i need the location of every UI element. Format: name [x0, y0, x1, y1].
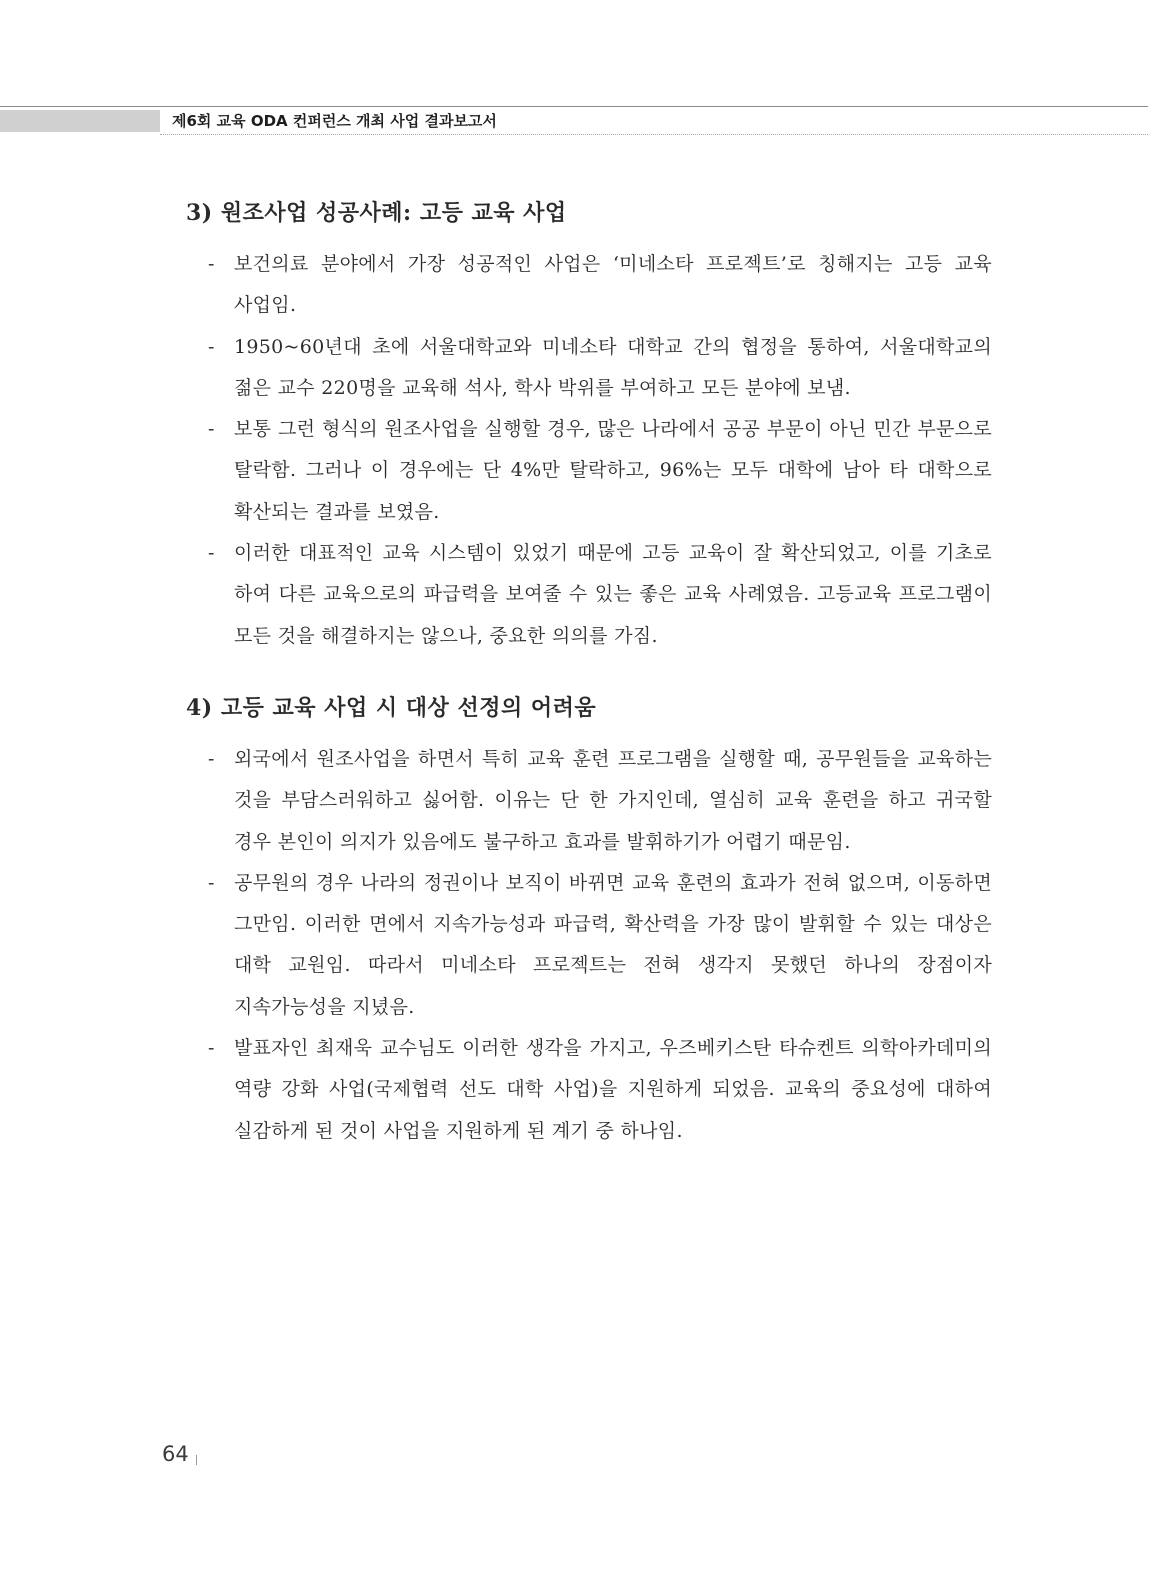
header-top-rule [0, 106, 1148, 107]
bullet-dash: - [208, 542, 215, 565]
section-heading: 3) 원조사업 성공사례: 고등 교육 사업 [186, 200, 567, 226]
bullet-text: 1950~60년대 초에 서울대학교와 미네소타 대학교 간의 협정을 통하여, 서울대학교의 젊은 교수 220명을 교육해 석사, 학사 박위를 부여하고 모든 분야에 보냄. [234, 335, 992, 399]
bullet-item [186, 409, 992, 533]
page-body [186, 196, 992, 1152]
bullet-list [186, 739, 992, 1152]
bullet-item [186, 327, 992, 410]
header-gray-bar [0, 110, 160, 132]
running-header-title: 제6회 교육 ODA 컨퍼런스 개최 사업 결과보고서 [172, 112, 497, 130]
bullet-item [186, 1028, 992, 1152]
bullet-text: 보통 그런 형식의 원조사업을 실행할 경우, 많은 나라에서 공공 부문이 아닌 민간 부문으로 탈락함. 그러나 이 경우에는 단 4%만 탈락하고, 96%는 모두 대학에 남아 타 대학으로 확산되는 결과를 보였음. [234, 418, 992, 523]
bullet-list [186, 244, 992, 657]
bullet-text: 공무원의 경우 나라의 정권이나 보직이 바뀌면 교육 훈련의 효과가 전혀 없으며, 이동하면 그만임. 이러한 면에서 지속가능성과 파급력, 확산력을 가장 많이 발휘할 수 있는 대상은 대학 교원임. 따라서 미네소타 프로젝트는 전혀 생각지 못했던 하나의 장점이자 지속가능성을 지녔음. [234, 871, 992, 1018]
section-target-selection-difficulty [186, 691, 992, 1152]
section-heading: 4) 고등 교육 사업 시 대상 선정의 어려움 [186, 694, 597, 721]
bullet-item [186, 739, 992, 863]
bullet-text: 이러한 대표적인 교육 시스템이 있었기 때문에 고등 교육이 잘 확산되었고, 이를 기초로 하여 다른 교육으로의 파급력을 보여줄 수 있는 좋은 교육 사례였음. 고등교육 프로그램이 모든 것을 해결하지는 않으나, 중요한 의의를 가짐. [234, 542, 992, 647]
bullet-dash: - [208, 335, 215, 358]
bullet-dash: - [208, 1037, 215, 1060]
page-number: 64 [162, 1442, 189, 1466]
header-dotted-rule [160, 134, 1148, 135]
section-aid-success-case [186, 196, 992, 657]
bullet-dash: - [208, 747, 215, 770]
bullet-text: 외국에서 원조사업을 하면서 특히 교육 훈련 프로그램을 실행할 때, 공무원들을 교육하는 것을 부담스러워하고 싫어함. 이유는 단 한 가지인데, 열심히 교육 훈련을 하고 귀국할 경우 본인이 의지가 있음에도 불구하고 효과를 발휘하기가 어렵기 때문임. [234, 747, 992, 853]
bullet-text: 발표자인 최재욱 교수님도 이러한 생각을 가지고, 우즈베키스탄 타슈켄트 의학아카데미의 역량 강화 사업(국제협력 선도 대학 사업)을 지원하게 되었음. 교육의 중요성에 대하여 실감하게 된 것이 사업을 지원하게 된 계기 중 하나임. [234, 1037, 992, 1142]
bullet-item [186, 533, 992, 657]
bullet-text: 보건의료 분야에서 가장 성공적인 사업은 ‘미네소타 프로젝트’로 칭해지는 고등 교육 사업임. [234, 253, 992, 317]
bullet-item [186, 244, 992, 327]
bullet-dash: - [208, 418, 215, 441]
page-number-tick [196, 1455, 197, 1465]
bullet-item [186, 863, 992, 1028]
bullet-dash: - [208, 871, 215, 894]
bullet-dash: - [208, 253, 215, 275]
